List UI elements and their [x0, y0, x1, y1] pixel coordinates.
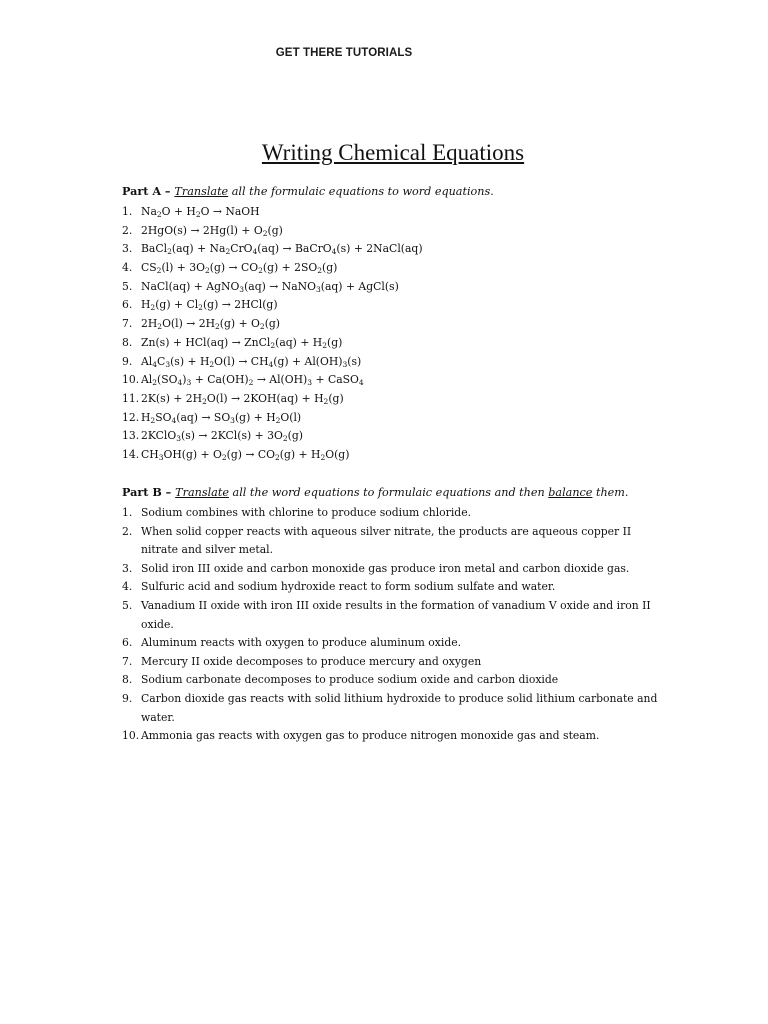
part-a-instruction-lead: Translate: [174, 185, 229, 198]
document-header: GET THERE TUTORIALS: [275, 47, 413, 59]
equation-text: $Na_2O + H_2O$ → NaOH: [141, 205, 260, 219]
part-b-dash: –: [161, 485, 176, 499]
equation-item: [122, 280, 682, 299]
part-a-instruction-rest: all the formulaic equations to word equations.: [228, 185, 494, 198]
part-a-dash: –: [161, 184, 175, 198]
word-equation-item: [122, 727, 667, 746]
equation-text: $2H_2O(l) \to 2H_2(g) + O_2(g)$: [141, 317, 281, 332]
page-title: Writing Chemical Equations: [261, 140, 525, 165]
item-number: 8.: [122, 335, 133, 349]
equation-item: [122, 429, 682, 448]
item-number: 5.: [122, 598, 133, 612]
item-number: 10.: [122, 373, 140, 387]
item-number: 14.: [122, 447, 140, 461]
item-number: 13.: [122, 429, 140, 443]
equation-item: [122, 448, 682, 467]
equation-text: $2HgO(s) \to 2Hg(l) + O_2(g)$: [141, 223, 283, 238]
item-number: 6.: [122, 636, 133, 650]
equation-text: $CS_2(l) + 3O_2(g) \to CO_2(g) + 2SO_2(g)$: [141, 261, 338, 276]
item-number: 10.: [122, 729, 140, 743]
part-b-instruction-mid: all the word equations to formulaic equations and then: [228, 486, 549, 499]
word-equation-text: Ammonia gas reacts with oxygen gas to produce nitrogen monoxide gas and steam.: [141, 729, 600, 743]
part-a-heading: [122, 184, 494, 198]
word-equation-text: Solid iron III oxide and carbon monoxide gas produce iron metal and carbon dioxide gas.: [141, 561, 630, 575]
word-equation-item: [122, 560, 667, 579]
word-equation-item: [122, 504, 667, 523]
item-number: 2.: [122, 223, 133, 237]
part-a-list: [122, 205, 682, 467]
item-number: 4.: [122, 261, 133, 275]
item-number: 7.: [122, 654, 133, 668]
word-equation-text: Sodium combines with chlorine to produce sodium chloride.: [141, 506, 472, 519]
equation-text: $H_2SO_4(aq) \to SO_3(g) + H_2O(l)$: [141, 410, 302, 425]
equation-item: [122, 224, 682, 243]
word-equation-item: [122, 578, 667, 597]
part-b-instruction-balance: balance: [548, 486, 593, 499]
equation-item: [122, 242, 682, 261]
part-b-list: [122, 504, 667, 746]
equation-item: [122, 373, 682, 392]
equation-item: [122, 205, 682, 224]
item-number: 3.: [122, 242, 133, 256]
item-number: 9.: [122, 691, 133, 705]
part-a-label: Part A: [122, 184, 161, 198]
word-equation-text: Sodium carbonate decomposes to produce sodium oxide and carbon dioxide: [141, 673, 559, 687]
word-equation-item: [122, 634, 667, 653]
item-number: 3.: [122, 561, 133, 575]
item-number: 12.: [122, 410, 140, 424]
word-equation-text: Carbon dioxide gas reacts with solid lithium hydroxide to produce solid lithium carbonate and water.: [141, 691, 658, 724]
item-number: 1.: [122, 506, 133, 519]
item-number: 1.: [122, 205, 133, 218]
item-number: 6.: [122, 298, 133, 312]
item-number: 5.: [122, 279, 133, 293]
word-equation-text: Sulfuric acid and sodium hydroxide react to form sodium sulfate and water.: [141, 580, 556, 594]
word-equation-text: Aluminum reacts with oxygen to produce aluminum oxide.: [141, 636, 462, 650]
equation-text: Zn(s) + HCl(aq) → ZnCl$_2$(aq) + $H_2(g)$: [141, 335, 343, 350]
equation-item: [122, 298, 682, 317]
equation-item: [122, 317, 682, 336]
equation-text: $Al_4C_3(s) + H_2O(l) \to CH_4(g) + Al(OH)_3(s)$: [141, 354, 362, 369]
equation-text: BaCl$_2$(aq) + $Na_2CrO_4(aq)$ → BaCrO$_4$(s) + 2NaCl(aq): [141, 242, 423, 257]
word-equation-item: [122, 597, 667, 634]
word-equation-item: [122, 523, 667, 560]
item-number: 4.: [122, 580, 133, 594]
word-equation-item: [122, 671, 667, 690]
equation-item: [122, 392, 682, 411]
item-number: 8.: [122, 673, 133, 687]
item-number: 7.: [122, 317, 133, 331]
equation-text: 2KClO$_3$(s) → $2KCl(s) + 3O_2(g)$: [141, 429, 303, 444]
equation-item: [122, 355, 682, 374]
equation-item: [122, 411, 682, 430]
equation-text: $H_2(g) + Cl_2(g) \to 2HCl(g)$: [141, 298, 278, 313]
word-equation-text: When solid copper reacts with aqueous silver nitrate, the products are aqueous copper II nitrate and silver metal.: [141, 524, 632, 557]
equation-text: $2K(s) + 2H_2O(l) \to 2KOH(aq) + H_2(g)$: [141, 391, 344, 406]
equation-item: [122, 336, 682, 355]
item-number: 11.: [122, 391, 140, 405]
word-equation-text: Mercury II oxide decomposes to produce mercury and oxygen: [141, 654, 482, 668]
item-number: 2.: [122, 524, 133, 538]
word-equation-item: [122, 653, 667, 672]
equation-text: NaCl(aq) + AgNO$_3$(aq) → NaNO$_3$(aq) + AgCl(s): [141, 279, 399, 294]
part-b-label: Part B: [122, 485, 162, 499]
equation-text: $Al_2(SO_4)_3 + Ca(OH)_2 \to Al(OH)_3$ + CaSO$_4$: [141, 373, 364, 388]
part-b-heading: [122, 485, 628, 499]
item-number: 9.: [122, 354, 133, 368]
word-equation-item: [122, 690, 667, 727]
word-equation-text: Vanadium II oxide with iron III oxide results in the formation of vanadium V oxide and iron II oxide.: [141, 598, 651, 631]
equation-text: $CH_3OH(g) + O_2(g) \to CO_2(g) + H_2O(g)$: [141, 447, 350, 462]
equation-item: [122, 261, 682, 280]
part-b-instruction-end: them.: [592, 486, 629, 499]
part-b-instruction-lead: Translate: [175, 486, 229, 499]
